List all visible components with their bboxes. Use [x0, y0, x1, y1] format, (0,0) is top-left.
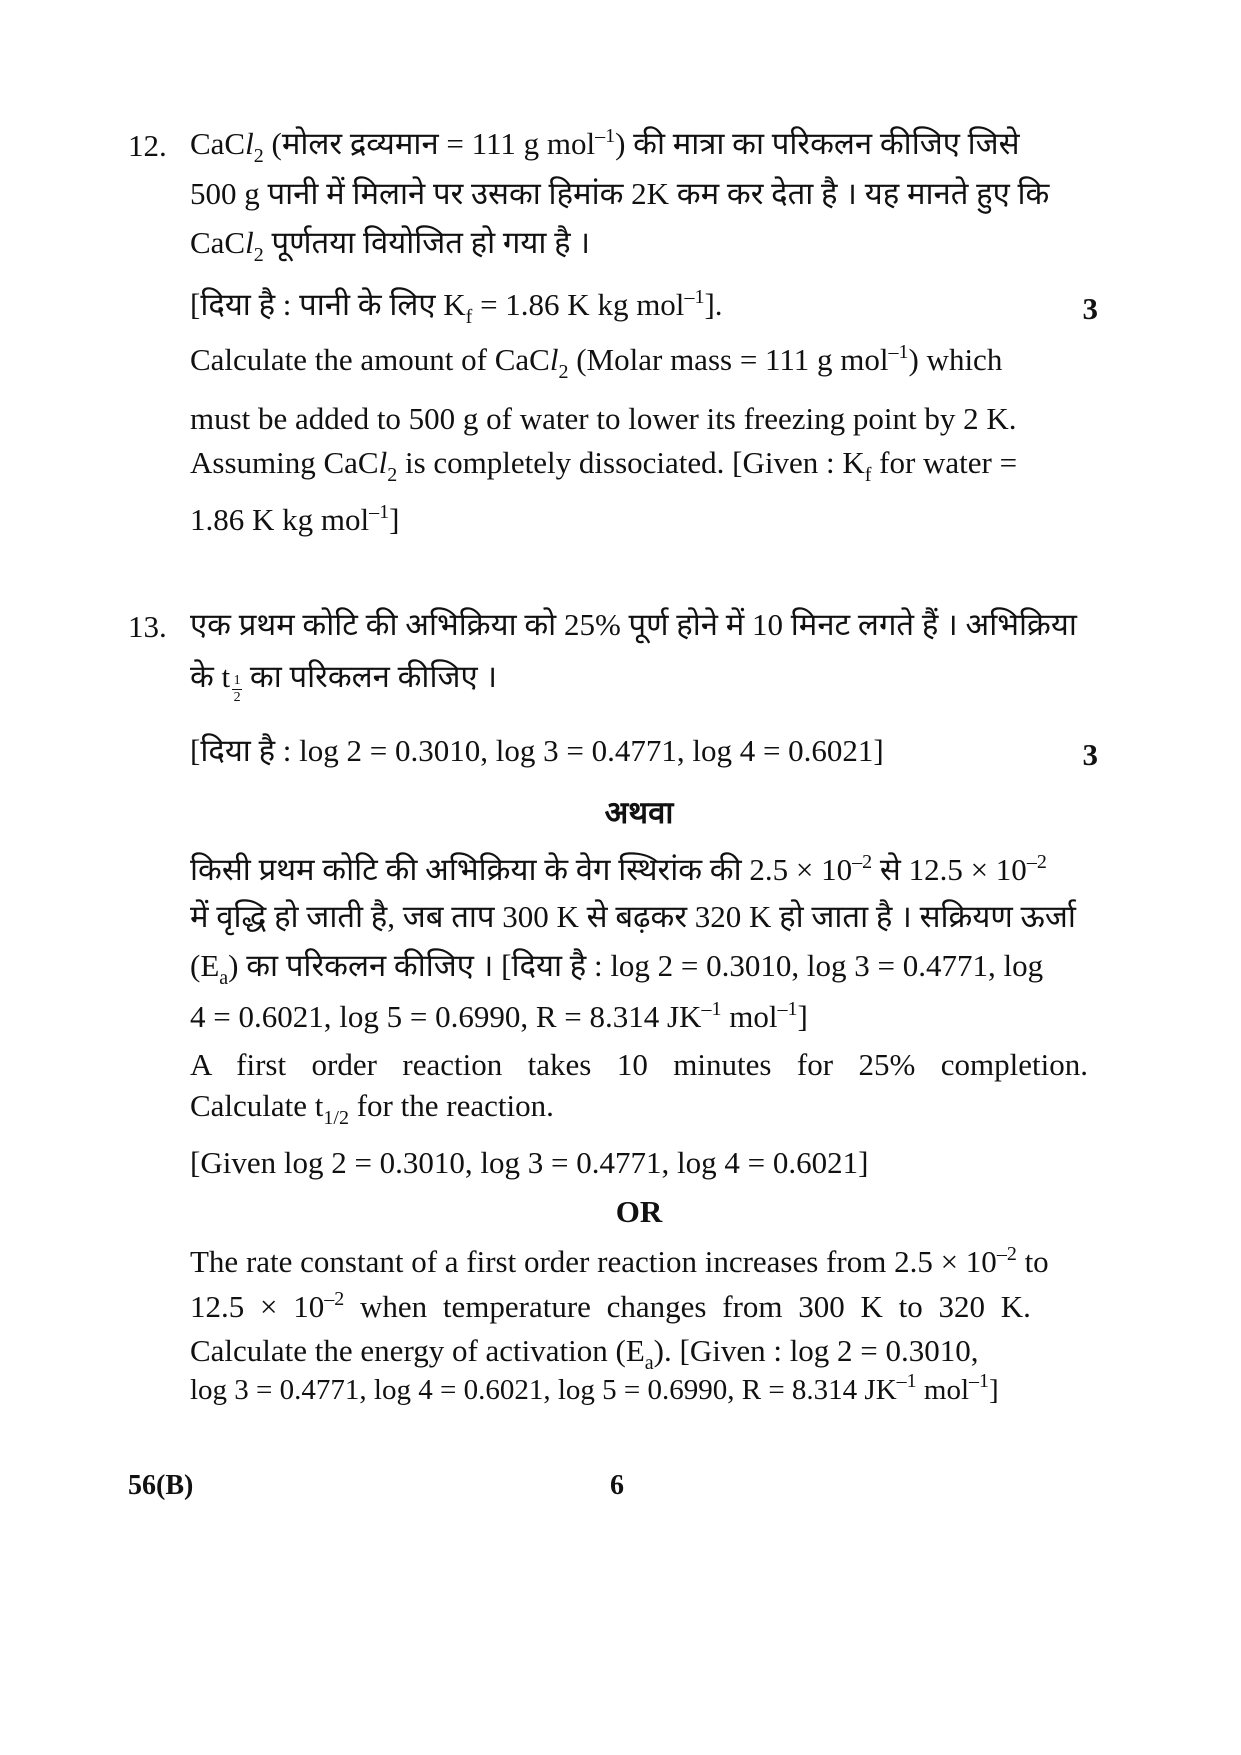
- q13-alt-hindi-line-1: किसी प्रथम कोटि की अभिक्रिया के वेग स्थिरांक की $2.5 \times 10^{-2}$ से $12.5 \times 10^{-2}$: [190, 851, 1047, 887]
- question-number: 12.: [128, 128, 167, 163]
- q12-english-line-4: 1.86 K kg mol$^{-1}$]: [190, 501, 400, 537]
- q13-alt-english-line-4: log 3 = 0.4771, log 4 = 0.6021, log 5 = 0.6990, R = 8.314 $JK^{-1}$ mol$^{-1}$]: [190, 1370, 999, 1406]
- question-number: 13.: [128, 609, 167, 644]
- q13-alt-hindi-line-4: 4 = 0.6021, log 5 = 0.6990, R = 8.314 $JK^{-1}$ mol$^{-1}$]: [190, 998, 808, 1034]
- q13-english-line-1: A first order reaction takes 10 minutes for 25% completion.: [190, 1047, 1088, 1082]
- q13-english-line-2: Calculate $t_{1/2}$ for the reaction.: [190, 1088, 554, 1129]
- page-number: 6: [610, 1470, 624, 1501]
- q12-marks: 3: [1082, 291, 1098, 326]
- or-english: OR: [615, 1194, 663, 1229]
- q13-hindi-line-1: एक प्रथम कोटि की अभिक्रिया को 25% पूर्ण होने में 10 मिनट लगते हैं । अभिक्रिया: [190, 607, 1077, 642]
- half-fraction: $\frac{1}{2}$: [233, 673, 241, 705]
- q12-hindi-line-3: CaCl$_2$ पूर्णतया वियोजित हो गया है ।: [190, 225, 591, 266]
- q13-english-given: [Given log 2 = 0.3010, log 3 = 0.4771, log 4 = 0.6021]: [190, 1145, 869, 1180]
- q13-hindi-line-2: के t $\frac{1}{2}$ का परिकलन कीजिए ।: [190, 659, 498, 705]
- q12-hindi-given: [दिया है : पानी के लिए $K_f = 1.86$ K kg mol$^{-1}$].: [190, 286, 723, 328]
- q12-hindi-line-2: 500 g पानी में मिलाने पर उसका हिमांक 2K कम कर देता है । यह मानते हुए कि: [190, 176, 1050, 211]
- q12-hindi-line-1: CaCl$_2$ (मोलर द्रव्यमान = 111 g mol$^{-1}$) की मात्रा का परिकलन कीजिए जिसे: [190, 125, 1020, 167]
- paper-code: 56(B): [128, 1470, 194, 1501]
- q13-alt-hindi-line-2: में वृद्धि हो जाती है, जब ताप 300 K से बढ़कर 320 K हो जाता है । सक्रियण ऊर्जा: [190, 899, 1076, 934]
- q12-english-line-1: Calculate the amount of CaCl$_2$ (Molar mass = 111 g mol$^{-1}$) which: [190, 341, 1003, 383]
- q13-alt-english-line-1: The rate constant of a first order reaction increases from $2.5 \times 10^{-2}$ to: [190, 1243, 1049, 1279]
- q13-hindi-given: [दिया है : log 2 = 0.3010, log 3 = 0.4771, log 4 = 0.6021]: [190, 733, 884, 768]
- q13-alt-hindi-line-3: $(E_a)$ का परिकलन कीजिए । [दिया है : log 2 = 0.3010, log 3 = 0.4771, log: [190, 948, 1044, 989]
- q12-english-line-2: must be added to 500 g of water to lower its freezing point by 2 K.: [190, 401, 1017, 436]
- or-hindi: अथवा: [604, 795, 674, 830]
- q12-english-line-3: Assuming CaCl$_2$ is completely dissociated. [Given : $K_f$ for water =: [190, 445, 1018, 486]
- q13-alt-english-line-2: $12.5 \times 10^{-2}$ when temperature changes from 300 K to 320 K.: [190, 1288, 1031, 1324]
- q13-marks: 3: [1082, 737, 1098, 772]
- q13-alt-english-line-3: Calculate the energy of activation $(E_a)$. [Given : log 2 = 0.3010,: [190, 1333, 979, 1374]
